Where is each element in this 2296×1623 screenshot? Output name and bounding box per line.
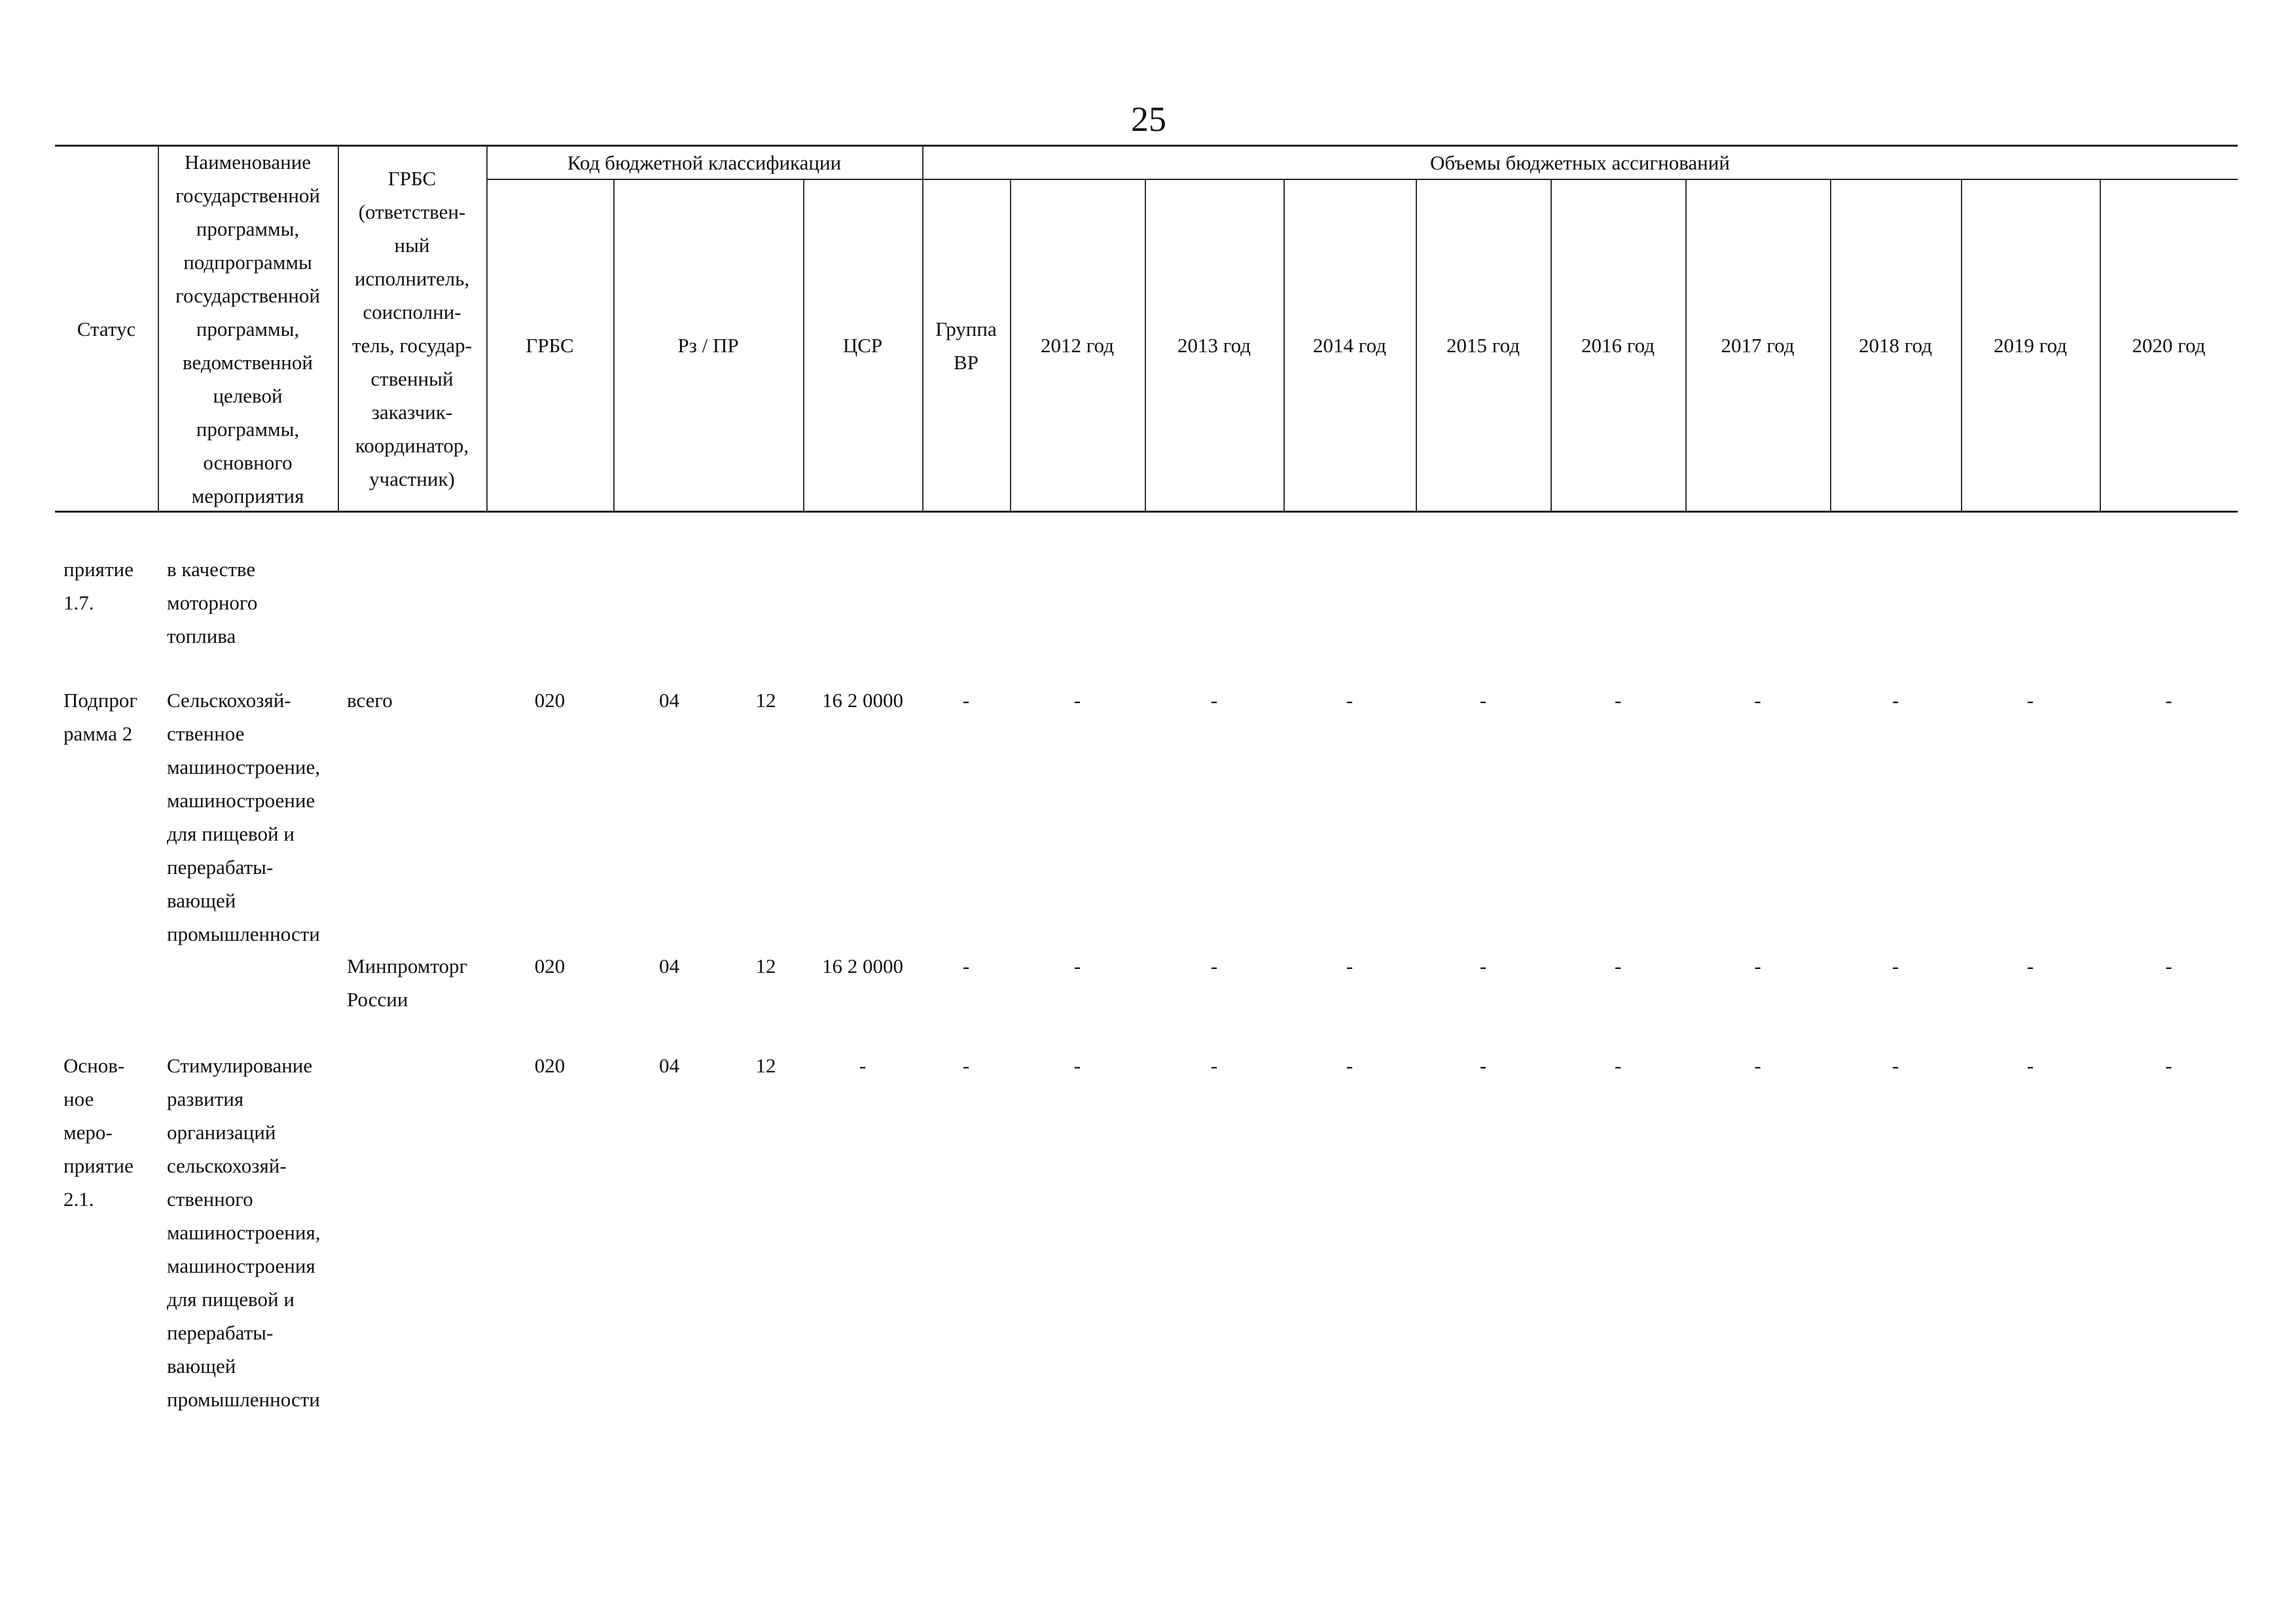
header-csr: ЦСР — [842, 334, 883, 357]
row-csr: 16 2 0000 — [822, 955, 903, 977]
row-status: приятие 1.7. — [63, 558, 134, 614]
row-grbs-role: Минпромторг России — [347, 955, 468, 1011]
row-vr: - — [962, 955, 970, 977]
row-status: Подпрог рамма 2 — [63, 689, 138, 745]
row-value-2015: - — [1479, 689, 1487, 712]
header-year: 2020 год — [2132, 334, 2206, 357]
header-year: 2019 год — [1993, 334, 2068, 357]
header-volume-group: Объемы бюджетных ассигнований — [1430, 151, 1730, 174]
row-csr: - — [859, 1054, 867, 1077]
row-pr: 12 — [755, 689, 776, 712]
row-value-2018: - — [1892, 689, 1899, 712]
row-rz: 04 — [659, 1054, 679, 1077]
row-value-2018: - — [1892, 1054, 1899, 1077]
row-grbs: 020 — [534, 1054, 565, 1077]
row-value-2014: - — [1346, 955, 1354, 977]
header-grbs-role: ГРБС (ответствен- ный исполнитель, соисполни- тель, государ- ственный заказчик- координатор, участник) — [352, 167, 472, 490]
header-year: 2012 год — [1040, 334, 1115, 357]
row-value-2013: - — [1210, 955, 1218, 977]
header-vr: Группа ВР — [935, 317, 997, 374]
header-rz-pr: Рз / ПР — [677, 334, 739, 357]
row-rz: 04 — [659, 689, 679, 712]
header-status: Статус — [77, 317, 136, 340]
row-status: Основ- ное меро- приятие 2.1. — [63, 1054, 134, 1211]
page-number: 25 — [1131, 100, 1166, 139]
row-pr: 12 — [755, 955, 776, 977]
header-year: 2016 год — [1581, 334, 1655, 357]
row-value-2019: - — [2026, 955, 2034, 977]
row-csr: 16 2 0000 — [822, 689, 903, 712]
header-year: 2013 год — [1177, 334, 1251, 357]
header-year: 2017 год — [1721, 334, 1795, 357]
row-value-2020: - — [2165, 955, 2172, 977]
header-program-name: Наименование государственной программы, подпрограммы государственной программы, ведомственной целевой программы, основного мероприятия — [175, 150, 320, 507]
row-name: в качестве моторного топлива — [167, 558, 258, 647]
row-value-2016: - — [1614, 1054, 1622, 1077]
row-value-2016: - — [1614, 955, 1622, 977]
row-rz: 04 — [659, 955, 679, 977]
header-year: 2018 год — [1858, 334, 1933, 357]
row-value-2019: - — [2026, 1054, 2034, 1077]
row-value-2012: - — [1073, 689, 1081, 712]
row-vr: - — [962, 1054, 970, 1077]
row-value-2012: - — [1073, 955, 1081, 977]
row-value-2013: - — [1210, 1054, 1218, 1077]
row-value-2018: - — [1892, 955, 1899, 977]
row-value-2016: - — [1614, 689, 1622, 712]
row-value-2019: - — [2026, 689, 2034, 712]
row-value-2020: - — [2165, 1054, 2172, 1077]
row-value-2017: - — [1754, 955, 1761, 977]
row-value-2012: - — [1073, 1054, 1081, 1077]
header-year: 2014 год — [1312, 334, 1387, 357]
row-value-2017: - — [1754, 1054, 1761, 1077]
row-name: Стимулирование развития организаций сельскохозяй- ственного машиностроения, машиностроения для пищевой и перерабаты- вающей промышленности — [167, 1054, 321, 1411]
header-grbs: ГРБС — [526, 334, 574, 357]
row-grbs: 020 — [534, 689, 565, 712]
row-value-2014: - — [1346, 1054, 1354, 1077]
row-grbs-role: всего — [347, 689, 393, 712]
row-value-2020: - — [2165, 689, 2172, 712]
header-bottom-rule — [55, 511, 2238, 513]
row-pr: 12 — [755, 1054, 776, 1077]
row-value-2013: - — [1210, 689, 1218, 712]
row-value-2017: - — [1754, 689, 1761, 712]
header-kbk-group: Код бюджетной классификации — [567, 151, 842, 174]
row-value-2015: - — [1479, 1054, 1487, 1077]
row-value-2014: - — [1346, 689, 1354, 712]
header-year: 2015 год — [1446, 334, 1520, 357]
row-vr: - — [962, 689, 970, 712]
row-name: Сельскохозяй- ственное машиностроение, машиностроение для пищевой и перерабаты- вающей промышленности — [167, 689, 320, 945]
row-grbs: 020 — [534, 955, 565, 977]
row-value-2015: - — [1479, 955, 1487, 977]
